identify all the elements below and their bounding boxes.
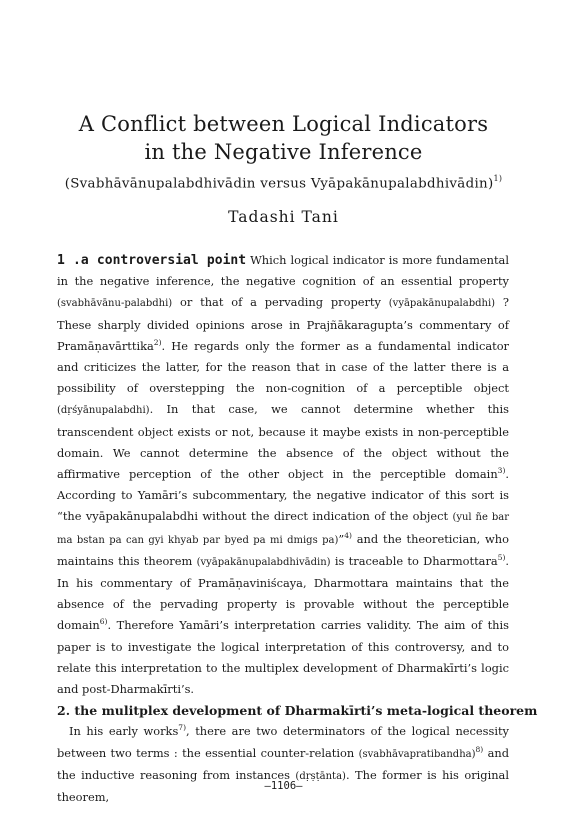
text-run: , there are two determinators of the logical necessity between two terms : the essential counter-relation — [57, 724, 509, 760]
text-run: . He regards only the former as a fundamental indicator and criticizes the latter, for the reason that in case of the latter there is a possibility of overstepping the non-cognition of a perceptible object — [57, 338, 509, 396]
footnote-ref: 4) — [344, 530, 352, 540]
sanskrit-term: (dṛśyānupalabdhi) — [57, 405, 150, 417]
text-run: and the inductive reasoning from instances — [57, 745, 509, 782]
paper-title-line-1: A Conflict between Logical Indicators — [78, 112, 489, 136]
text-run: . In that case, we cannot determine whether this transcendent object exists or not, because it maybe exists in non-perceptible domain. We cannot determine the absence of the object without the affirmative perception of the other object in the perceptible domain — [57, 402, 509, 482]
footnote-ref: 8) — [475, 744, 484, 754]
section-1-heading: 1 .a controversial point — [57, 253, 247, 268]
text-run: . The former is his original theorem, — [57, 767, 509, 805]
text-run: ? These sharply divided opinions arose in Prajñākaragupta’s commentary of Pramāṇavārttika — [57, 295, 509, 353]
footnote-ref: 6) — [99, 617, 108, 627]
text-run: or that of a pervading property — [172, 295, 389, 310]
footnote-ref: 5) — [497, 553, 506, 563]
sanskrit-term: (svabhāvānu-palabdhi) — [57, 298, 173, 310]
text-run: Which logical indicator is more fundamental in the negative inference, the negative cognition of an essential property — [57, 253, 509, 289]
footnote-ref: 7) — [178, 723, 186, 733]
text-run: and the theoretician, who maintains this theorem — [57, 531, 509, 568]
footnote-ref: 2) — [153, 338, 162, 348]
tibetan-term: (yul ñe bar ma bstan pa can gyi khyab par byed pa mi dmigs pa) — [57, 512, 509, 546]
text-run: is traceable to Dharmottara — [330, 553, 498, 568]
paragraph-2 — [57, 721, 509, 808]
section-2-heading: 2. the mulitplex development of Dharmakīrti’s meta-logical theorem — [57, 703, 538, 719]
author-name: Tadashi Tani — [228, 208, 339, 226]
body-text — [57, 250, 538, 808]
page-number: —1106— — [264, 780, 303, 792]
text-run: In his early works — [69, 724, 179, 739]
sanskrit-term: (svabhāvapratibandha) — [358, 748, 476, 760]
sanskrit-term: (vyāpakānupalabdhivādin) — [196, 556, 331, 568]
sanskrit-term: (vyāpakānupalabdhi) — [388, 298, 496, 310]
text-run: ” — [338, 531, 345, 546]
paper-subtitle — [0, 171, 567, 193]
paragraph-1 — [57, 250, 509, 700]
paper-title-line-2: in the Negative Inference — [144, 140, 423, 164]
text-run: . According to Yamāri’s subcommentary, the negative indicator of this sort is “the vyāpakānupalabdhi without the direct indication of the object — [57, 467, 509, 524]
footnote-ref: 1) — [493, 174, 503, 183]
subtitle-text: (Svabhāvānupalabdhivādin versus Vyāpakānupalabdhivādin) — [64, 176, 494, 192]
footnote-ref: 3) — [497, 466, 506, 476]
text-run: . Therefore Yamāri’s interpretation carries validity. The aim of this paper is to investigate the logical interpretation of this controversy, and to relate this interpretation to the multiplex development of Dharmakīrti’s logic and post-Dharmakīrti’s. — [57, 618, 509, 697]
text-run: . In his commentary of Pramāṇaviniścaya, Dharmottara maintains that the absence of the pervading property is provable without the perceptible domain — [57, 553, 510, 633]
sanskrit-term: (dṛṣṭānta) — [295, 770, 346, 782]
